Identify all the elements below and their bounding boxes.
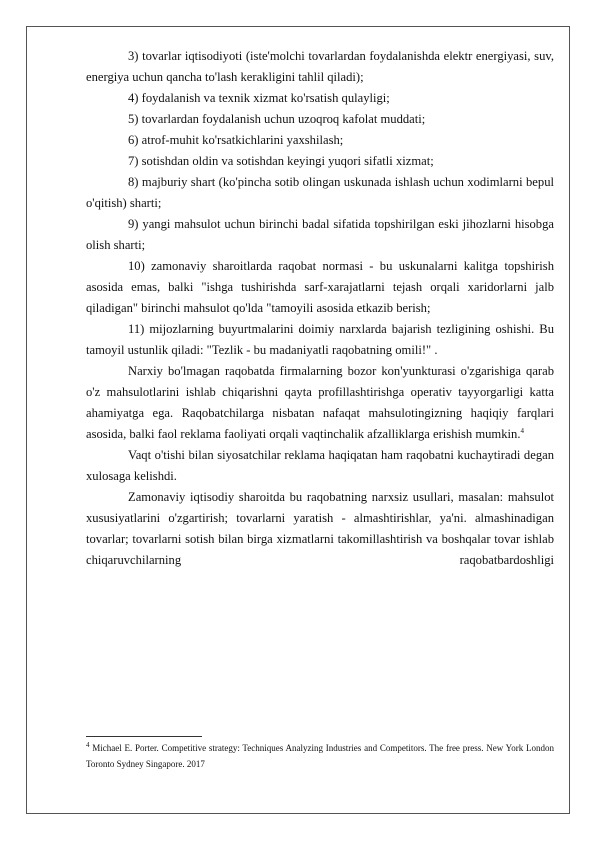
paragraph-item-6: 6) atrof-muhit ko'rsatkichlarini yaxshilash; — [128, 133, 344, 147]
paragraph-item-3: 3) tovarlar iqtisodiyoti (iste'molchi tovarlardan foydalanishda elektr energiyasi, suv, energiya uchun qancha to'lash kerakligini tahlil qiladi); — [86, 49, 554, 84]
paragraph-modern-conditions: Zamonaviy iqtisodiy sharoitda bu raqobatning narxsiz usullari, masalan: mahsulot xususiyatlarini o'zgartirish; tovarlarni yaratish - almashtirishlar, ya'ni. almashinadigan tovarlar; tovarlarni sotish bilan birga xizmatlarni takomillashtirish va boshqalar tovar ishlab chiqaruvchilarning raqobatbardoshligi — [86, 490, 554, 567]
paragraph-item-8: 8) majburiy shart (ko'pincha sotib olingan uskunada ishlash uchun xodimlarni bepul o'qitish) sharti; — [86, 175, 554, 210]
paragraph-item-10: 10) zamonaviy sharoitlarda raqobat normasi - bu uskunalarni kalitga topshirish asosida emas, balki "ishga tushirishda sarf-xarajatlarni tejash orqali xaridorlarni jalb qiladigan" birinchi mahsulot qo'lda "tamoyili asosida etkazib berish; — [86, 259, 554, 315]
paragraph-item-11: 11) mijozlarning buyurtmalarini doimiy narxlarda bajarish tezligining oshishi. Bu tamoyil ustunlik qiladi: "Tezlik - bu madaniyatli raqobatning omili!" . — [86, 322, 554, 357]
paragraph-item-5: 5) tovarlardan foydalanish uchun uzoqroq kafolat muddati; — [128, 112, 426, 126]
footnote-text: Michael E. Porter. Competitive strategy: Techniques Analyzing Industries and Competitors. The free press. New York London Toronto Sydney Singapore. 2017 — [86, 743, 554, 769]
document-body — [86, 46, 554, 571]
footnote-number: 4 — [86, 741, 90, 749]
paragraph-non-price-competition — [86, 361, 554, 445]
paragraph-item-9: 9) yangi mahsulot uchun birinchi badal sifatida topshirilgan eski jihozlarni hisobga olish sharti; — [86, 217, 554, 252]
paragraph-item-4: 4) foydalanish va texnik xizmat ko'rsatish qulayligi; — [128, 91, 390, 105]
footnote — [86, 740, 554, 772]
footnote-divider — [86, 736, 202, 737]
paragraph-advertising: Vaqt o'tishi bilan siyosatchilar reklama haqiqatan ham raqobatni kuchaytiradi degan xulosaga kelishdi. — [86, 448, 554, 483]
footnote-reference[interactable]: 4 — [520, 426, 524, 435]
paragraph-text: Narxiy bo'lmagan raqobatda firmalarning bozor kon'yunkturasi o'zgarishiga qarab o'z mahsulotlarini ishlab chiqarishni qayta profillashtirishga operativ tayyorgarligi katta ahamiyatga ega. Raqobatchilarga nisbatan nafaqat mahsulotingizning haqiqiy farqlari asosida, balki faol reklama faoliyati orqali vaqtinchalik afzalliklarga erishish mumkin. — [86, 364, 554, 441]
paragraph-item-7: 7) sotishdan oldin va sotishdan keyingi yuqori sifatli xizmat; — [128, 154, 434, 168]
